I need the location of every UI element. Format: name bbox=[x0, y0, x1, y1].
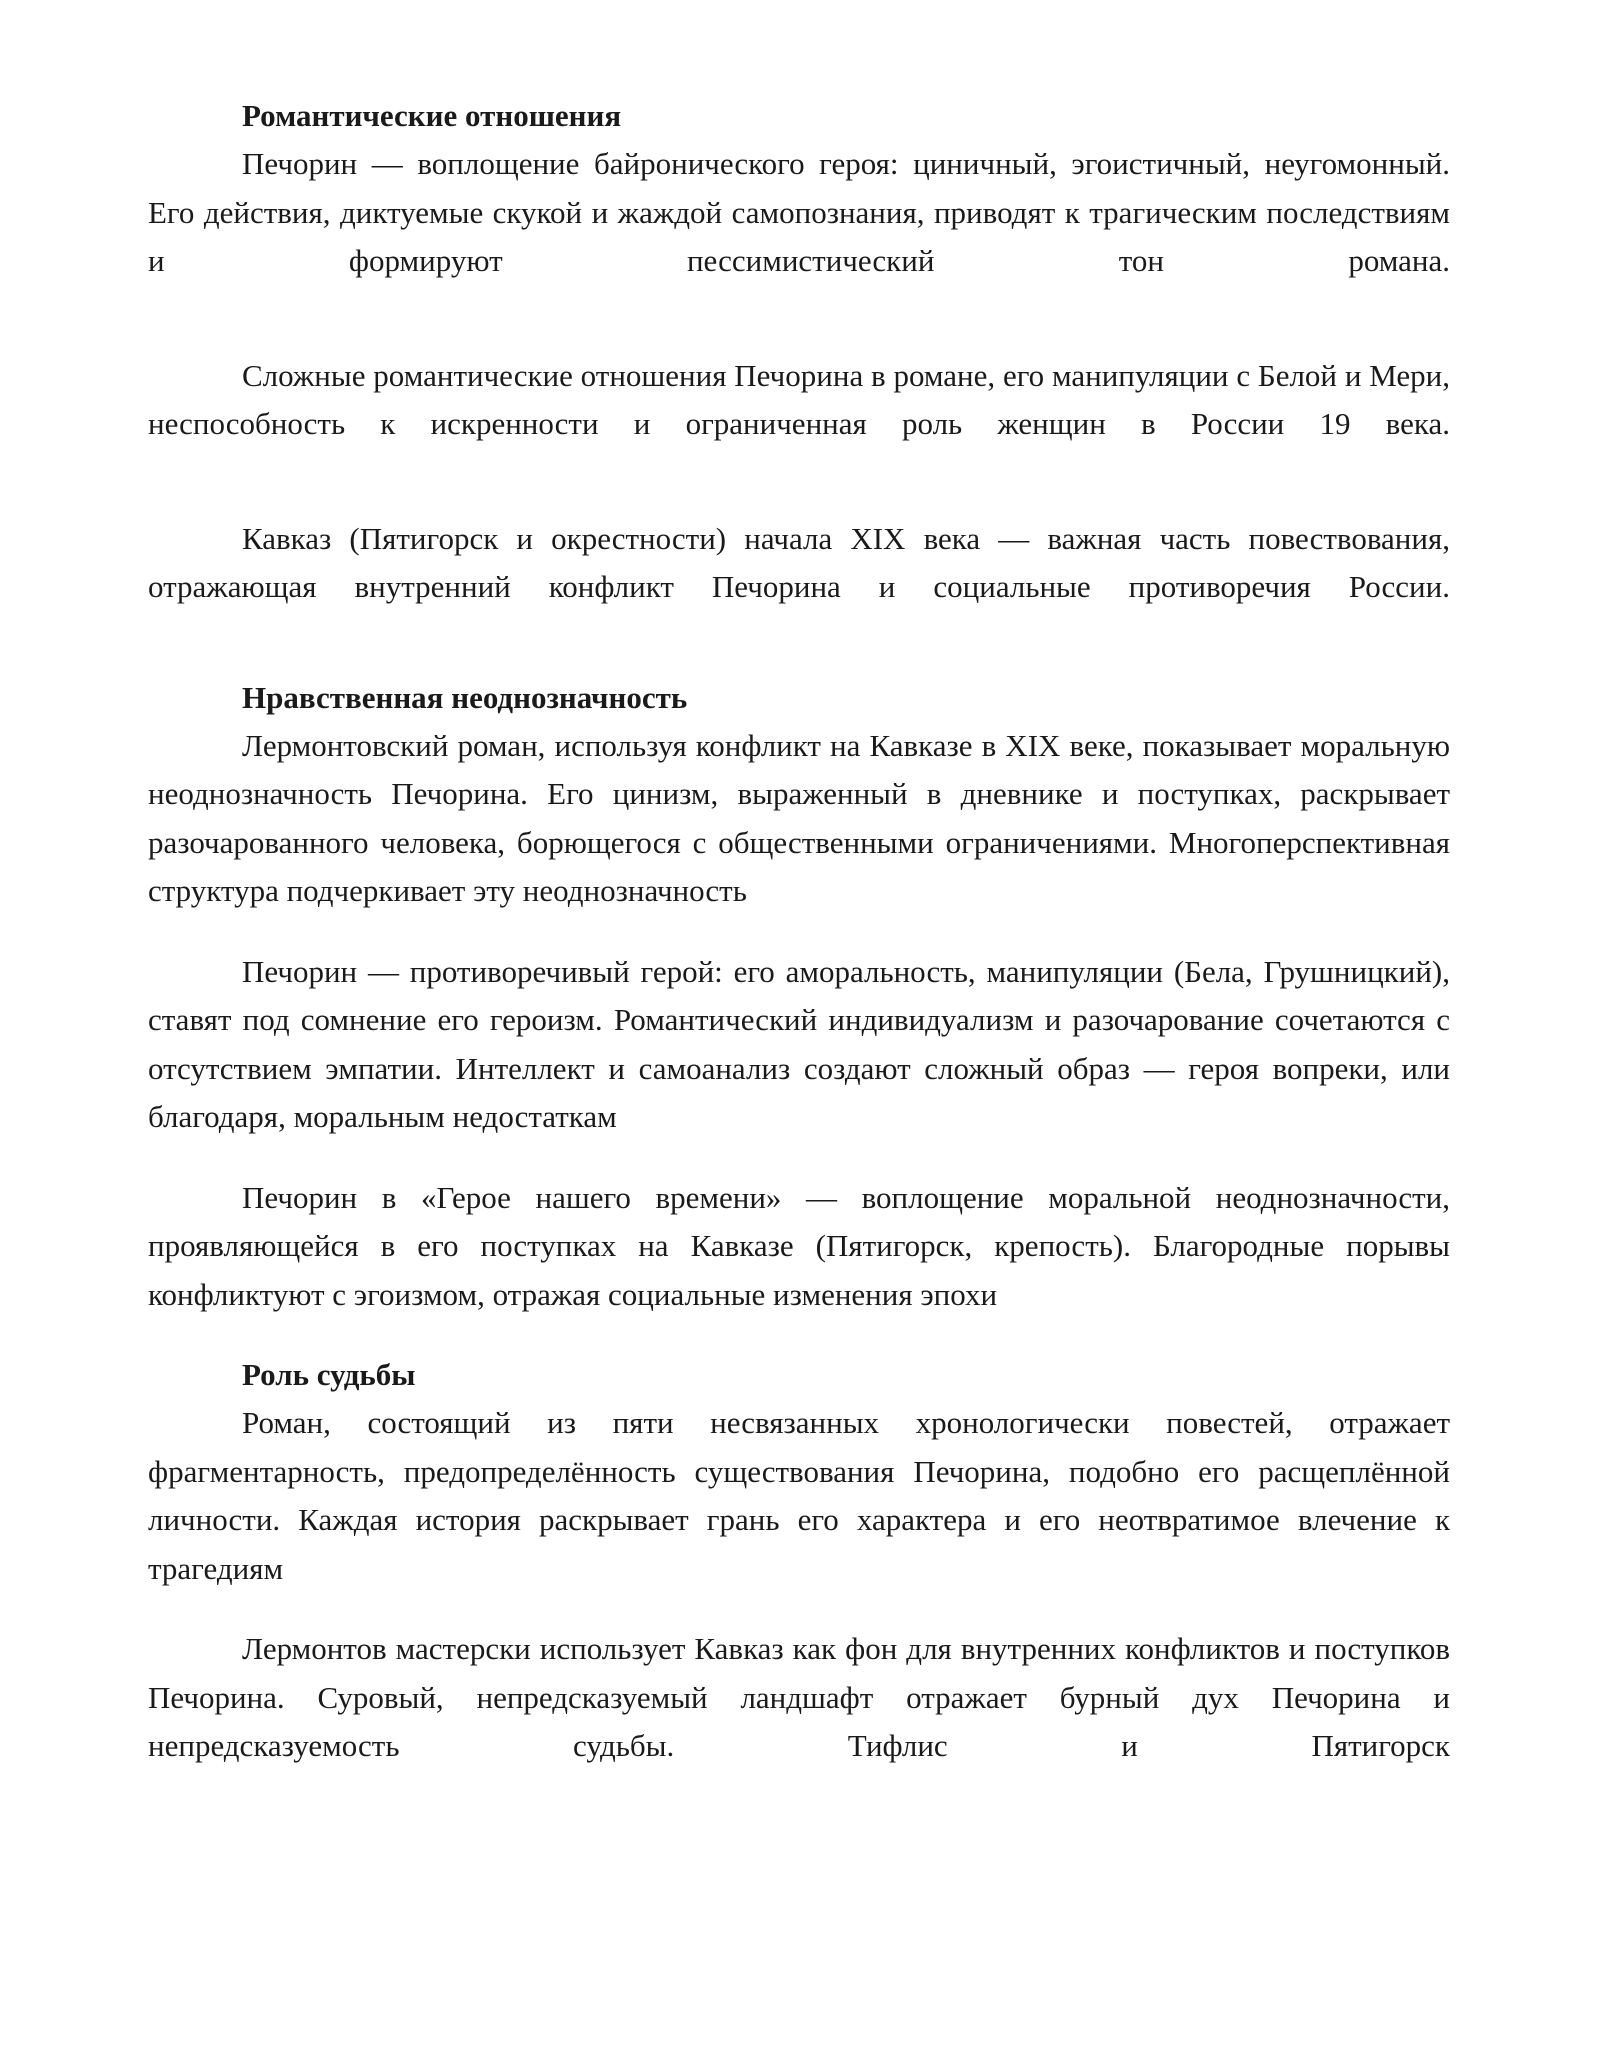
section-heading-moral: Нравственная неоднозначность bbox=[242, 679, 688, 715]
paragraph: Кавказ (Пятигорск и окрестности) начала XIX века — важная часть повествования, отражающая внутренний конфликт Печорина и социальные противоречия России. bbox=[148, 520, 1450, 604]
paragraph: Печорин — противоречивый герой: его аморальность, манипуляции (Бела, Грушницкий), ставят под сомнение его героизм. Романтический индивидуализм и разочарование сочетаются с отсутствием эмпатии. Интеллект и самоанализ создают сложный образ — героя вопреки, или благодаря, моральным недостаткам bbox=[148, 953, 1450, 1134]
paragraph: Лермонтовский роман, используя конфликт на Кавказе в XIX веке, показывает моральную неоднозначность Печорина. Его цинизм, выраженный в дневнике и поступках, раскрывает разочарованного человека, борющегося с общественными ограничениями. Многоперспективная структура подчеркивает эту неоднозначность bbox=[148, 727, 1450, 908]
document-page bbox=[148, 92, 1450, 1771]
paragraph: Сложные романтические отношения Печорина в романе, его манипуляции с Белой и Мери, неспособность к искренности и ограниченная роль женщин в России 19 века. bbox=[148, 357, 1450, 441]
paragraph: Печорин — воплощение байронического героя: циничный, эгоистичный, неугомонный. Его действия, диктуемые скукой и жаждой самопознания, приводят к трагическим последствиям и формируют пессимистический тон романа. bbox=[148, 146, 1450, 278]
paragraph: Роман, состоящий из пяти несвязанных хронологически повестей, отражает фрагментарность, предопределённость существования Печорина, подобно его расщеплённой личности. Каждая история раскрывает грань его характера и его неотвратимое влечение к трагедиям bbox=[148, 1405, 1450, 1586]
section-heading-fate: Роль судьбы bbox=[242, 1357, 416, 1392]
paragraph: Печорин в «Герое нашего времени» — воплощение моральной неоднозначности, проявляющейся в его поступках на Кавказе (Пятигорск, крепость). Благородные порывы конфликтуют с эгоизмом, отражая социальные изменения эпохи bbox=[148, 1179, 1450, 1312]
paragraph: Лермонтов мастерски использует Кавказ как фон для внутренних конфликтов и поступков Печорина. Суровый, непредсказуемый ландшафт отражает бурный дух Печорина и непредсказуемость судьбы. Тифлис и Пятигорск bbox=[148, 1631, 1450, 1763]
section-heading-romantic: Романтические отношения bbox=[242, 98, 622, 133]
